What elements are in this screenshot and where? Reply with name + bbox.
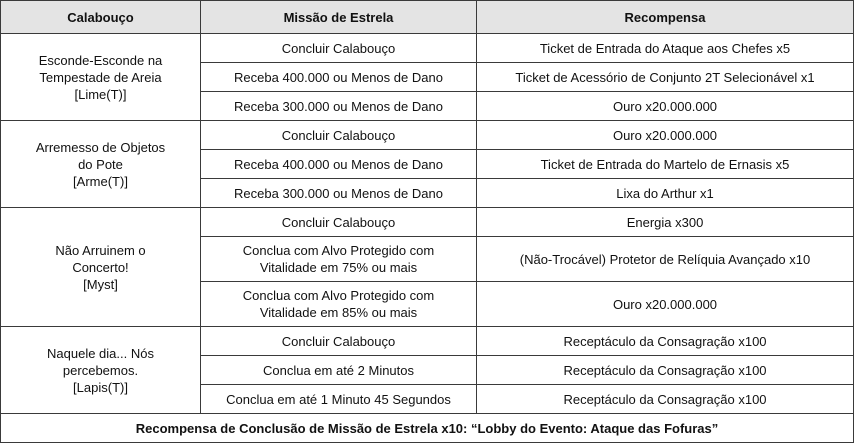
mission-cell [201,356,477,385]
reward-cell: Receptáculo da Consagração x100 [477,356,854,385]
dungeon-name-line: Arremesso de Objetos [35,139,166,155]
mission-text-line: Concluir Calabouço [281,214,396,230]
reward-cell: Receptáculo da Consagração x100 [477,385,854,414]
dungeon-name-line: Concerto! [72,259,129,275]
table-row [1,327,854,356]
reward-cell: Ouro x20.000.000 [477,282,854,327]
reward-cell: Ticket de Entrada do Ataque aos Chefes x5 [477,34,854,63]
mission-text-line: Conclua com Alvo Protegido com [242,288,435,303]
reward-cell: Ticket de Entrada do Martelo de Ernasis x5 [477,150,854,179]
dungeon-name-line: [Lapis(T)] [73,379,128,395]
header-reward: Recompensa [477,1,854,34]
dungeon-name-line: [Myst] [83,276,118,292]
reward-cell: Lixa do Arthur x1 [477,179,854,208]
dungeon-name-line: percebemos. [62,362,139,378]
mission-cell [201,150,477,179]
dungeon-name-cell [1,327,201,414]
reward-cell: (Não-Trocável) Protetor de Relíquia Avançado x10 [477,237,854,282]
mission-text-line: Vitalidade em 75% ou mais [259,260,418,275]
mission-text-line: Receba 300.000 ou Menos de Dano [234,185,443,201]
table-row [1,121,854,150]
reward-cell: Ouro x20.000.000 [477,92,854,121]
mission-text-line: Receba 300.000 ou Menos de Dano [234,98,443,114]
mission-cell [201,34,477,63]
mission-text-line: Conclua com Alvo Protegido com [242,243,435,258]
mission-text-line: Vitalidade em 85% ou mais [259,305,418,320]
mission-cell [201,327,477,356]
dungeon-name-line: [Arme(T)] [73,173,128,189]
mission-text-line: Receba 400.000 ou Menos de Dano [234,156,443,172]
reward-cell: Energia x300 [477,208,854,237]
mission-text-line: Conclua em até 2 Minutos [262,362,415,378]
table-row [1,208,854,237]
mission-text-line: Concluir Calabouço [281,333,396,349]
mission-cell [201,385,477,414]
footer-total-reward: Recompensa de Conclusão de Missão de Estrela x10: “Lobby do Evento: Ataque das Fofuras” [1,414,854,443]
table-body [1,34,854,414]
dungeon-name-cell [1,34,201,121]
dungeon-name-line: Tempestade de Areia [39,69,162,85]
reward-cell: Ticket de Acessório de Conjunto 2T Selecionável x1 [477,63,854,92]
dungeon-name-line: Não Arruinem o [55,242,146,258]
mission-cell [201,63,477,92]
mission-text-line: Concluir Calabouço [281,40,396,56]
mission-text-line: Receba 400.000 ou Menos de Dano [234,69,443,85]
mission-text-line: Conclua em até 1 Minuto 45 Segundos [226,391,451,407]
reward-cell: Receptáculo da Consagração x100 [477,327,854,356]
mission-cell [201,121,477,150]
reward-cell: Ouro x20.000.000 [477,121,854,150]
dungeon-name-line: Esconde-Esconde na [38,52,163,68]
dungeon-name-line: [Lime(T)] [74,86,127,102]
mission-text-line: Concluir Calabouço [281,127,396,143]
mission-cell [201,282,477,327]
footer-row [1,414,854,443]
header-row [1,1,854,34]
dungeon-name-cell [1,208,201,327]
dungeon-name-line: do Pote [78,156,123,172]
header-dungeon: Calabouço [1,1,201,34]
dungeon-name-line: Naquele dia... Nós [47,345,154,361]
table-row [1,34,854,63]
mission-cell [201,92,477,121]
mission-cell [201,237,477,282]
dungeon-name-cell [1,121,201,208]
mission-cell [201,179,477,208]
header-mission: Missão de Estrela [201,1,477,34]
mission-cell [201,208,477,237]
